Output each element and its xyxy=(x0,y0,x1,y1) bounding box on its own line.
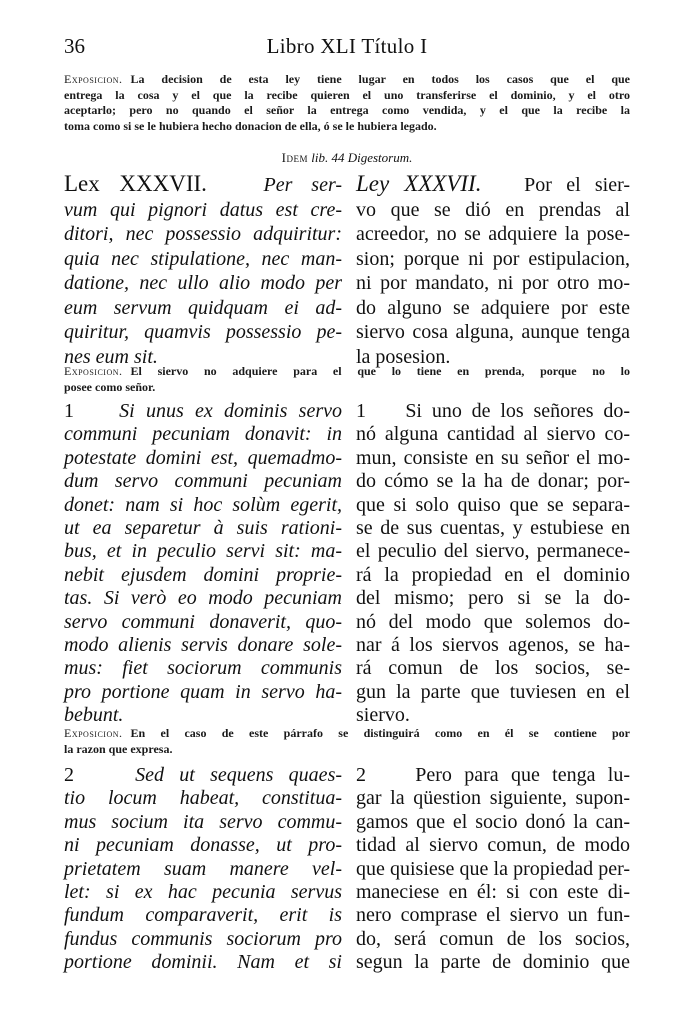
text-line: communi pecuniam donavit: in xyxy=(64,423,342,446)
text-line: eum servum quidquam ei ad- xyxy=(64,296,342,319)
text-line: nó del modo que solemos do- xyxy=(356,610,630,633)
exposition-text: La decision de esta ley tiene lugar en todos los casos que el que xyxy=(130,72,630,86)
text-line: Lex XXXVII. Per ser- xyxy=(64,171,343,196)
text-line: vum qui pignori datus est cre- xyxy=(64,198,342,221)
text-line: tidad al siervo comun, de modo xyxy=(356,834,630,857)
running-head: Libro XLI Título I xyxy=(266,34,428,58)
text-line: rá la propiedad en el dominio xyxy=(356,563,630,586)
text-line: portione dominii. Nam et si xyxy=(64,951,342,974)
paragraph-number: 1 xyxy=(64,400,74,422)
text-line: Ley XXXVII. Por el sier- xyxy=(356,171,630,196)
text-line: quia nec stipulatione, nec man- xyxy=(64,247,342,270)
text-line: quiritur, quamvis possessio pe- xyxy=(64,321,342,343)
text-line: prietatem suam manere vel- xyxy=(64,857,342,880)
text-line: modo alienis servis donare sole- xyxy=(64,634,342,657)
text-line: ni por mandato, ni por otro mo- xyxy=(356,272,630,294)
text-line: ut ea separetur à suis rationi- xyxy=(64,517,342,540)
text-line: del mismo; pero si se la do- xyxy=(356,587,630,610)
text-line: se de sus cuentas, y estubiese en xyxy=(356,517,630,540)
text-line: sion; porque ni por estipulacion, xyxy=(356,247,630,270)
text-line: pro portione quam in servo ha- xyxy=(64,680,342,703)
exposition-text: entrega la cosa y el que la recibe quieren el uno transferirse el dominio, y el otro xyxy=(64,87,630,102)
lex37-latin-column xyxy=(64,172,342,369)
exposition-label: Exposicion. xyxy=(64,364,123,378)
text-line: nar á los siervos agenos, se ha- xyxy=(356,634,630,657)
par2-spanish-column xyxy=(356,764,630,975)
page-header xyxy=(64,34,630,64)
source-citation xyxy=(64,150,630,166)
text-line: fundum comparaverit, erit is xyxy=(64,904,342,927)
exposition-text: toma como si se le hubiera hecho donacion de ella, ó se le hubiera legado. xyxy=(64,118,437,133)
paragraph-number: 2 xyxy=(356,764,366,786)
paragraph-number: 1 xyxy=(356,400,366,422)
text-line: que si solo quiso que se separa- xyxy=(356,493,630,516)
text-line: que quisiese que la propiedad per- xyxy=(356,857,630,880)
exposition-text: aceptarlo; pero no quando el señor la entrega como vendida, y el que la recibe la xyxy=(64,103,630,117)
text-line: fundus communis sociorum pro xyxy=(64,927,342,950)
ley-heading: Ley XXXVII. xyxy=(356,171,482,196)
text-line: gar la qüestion siguiente, supon- xyxy=(356,787,630,810)
text-line: mus: fiet sociorum communis xyxy=(64,657,342,680)
exposition-label: Exposicion. xyxy=(64,72,123,86)
text-line: rá comun de los socios, se- xyxy=(356,657,630,680)
text-line: tio locum habeat, constitua- xyxy=(64,787,342,810)
text-line: el peculio del siervo, permanece- xyxy=(356,540,630,563)
text-line: segun la parte de dominio que xyxy=(356,951,630,974)
text-line: bebunt. xyxy=(64,704,124,727)
text-line: vo que se dió en prendas al xyxy=(356,198,630,221)
text-line: acreedor, no se adquiere la pose- xyxy=(356,223,630,245)
text-line: let: si ex hac pecunia servus xyxy=(64,881,342,904)
text-line: 2 Sed ut sequens quaes- xyxy=(64,764,343,786)
source-digest: Digestorum. xyxy=(347,150,413,165)
text-line: la posesion. xyxy=(356,345,451,368)
text-line: nó alguna cantidad al siervo co- xyxy=(356,423,630,446)
text-line: do, será comun de los socios, xyxy=(356,927,630,950)
text-line: 1 Si unus ex dominis servo xyxy=(64,400,342,422)
text-line: servo communi donaverit, quo- xyxy=(64,610,342,633)
page-number: 36 xyxy=(64,34,85,58)
text-line: gamos que el socio donó la can- xyxy=(356,810,630,833)
text-line: datione, nec ullo alio modo per xyxy=(64,272,342,294)
text-line: ni pecuniam donasse, ut pro- xyxy=(64,834,342,857)
text-line: do alguno se adquiere por este xyxy=(356,296,630,319)
text-line: siervo cosa alguna, aunque tenga xyxy=(356,321,630,343)
par1-spanish-column xyxy=(356,400,630,728)
text-line: nebit ejusdem domini proprie- xyxy=(64,563,342,586)
text-line: donet: nam si hoc solùm egerit, xyxy=(64,493,342,516)
exposition-3 xyxy=(64,726,630,757)
paragraph-number: 2 xyxy=(64,764,74,786)
text-line: dum servo communi pecuniam xyxy=(64,470,342,493)
text-line: do cómo se la ha de donar; por- xyxy=(356,470,630,493)
exposition-text: posee como señor. xyxy=(64,379,156,394)
exposition-2 xyxy=(64,364,630,395)
text-line: mus socium ita servo commu- xyxy=(64,810,342,833)
text-line: 2 Pero para que tenga lu- xyxy=(356,764,631,786)
source-idem: Idem xyxy=(281,150,308,165)
text-line: maneciese en él: si con este di- xyxy=(356,881,630,904)
par1-latin-column xyxy=(64,400,342,728)
text-line: 1 Si uno de los señores do- xyxy=(356,400,630,422)
text-line: potestate domini est, quemadmo- xyxy=(64,446,342,469)
text-line: bus, et in peculio servi sit: ma- xyxy=(64,540,342,563)
lex37-spanish-column xyxy=(356,172,630,369)
exposition-label: Exposicion. xyxy=(64,726,123,740)
exposition-1 xyxy=(64,72,630,134)
text-line: gun la parte que tuviesen en el xyxy=(356,680,630,703)
par2-latin-column xyxy=(64,764,342,975)
exposition-text: En el caso de este párrafo se distinguirá como en él se contiene por xyxy=(130,726,630,740)
exposition-text: El siervo no adquiere para el que lo tiene en prenda, porque no lo xyxy=(130,364,630,378)
lex-heading: Lex XXXVII. xyxy=(64,171,207,196)
text-line: ditori, nec possessio adquiritur: xyxy=(64,223,342,245)
text-line: tas. Si verò eo modo pecuniam xyxy=(64,587,342,610)
exposition-text: la razon que expresa. xyxy=(64,741,173,756)
source-lib: lib. 44 xyxy=(311,150,345,165)
text-line: nero comprase el siervo un fun- xyxy=(356,904,630,927)
text-line: mun, consiste en su señor el mo- xyxy=(356,446,630,469)
text-line: nes eum sit. xyxy=(64,345,158,368)
text-line: siervo. xyxy=(356,704,410,727)
